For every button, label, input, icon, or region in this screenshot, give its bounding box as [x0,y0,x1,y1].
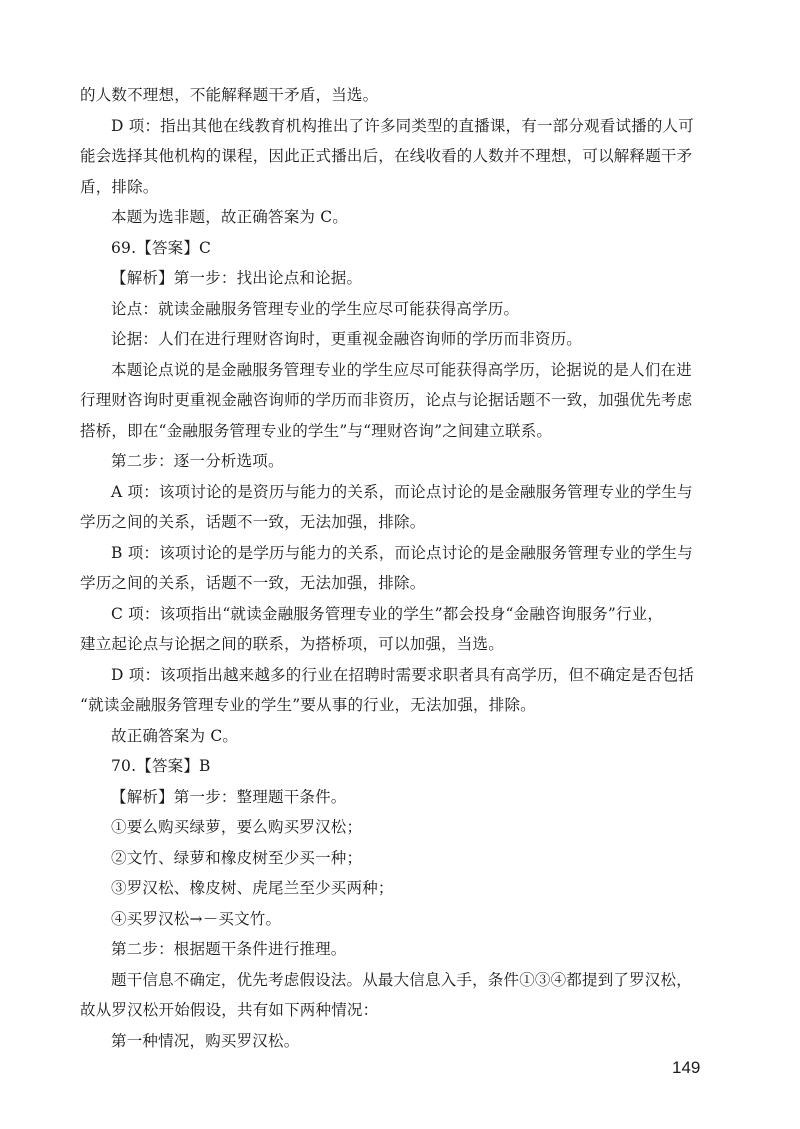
condition-line: ①要么购买绿萝，要么购买罗汉松； [111,818,363,836]
text-line: 题干信息不确定，优先考虑假设法。从最大信息入手，条件①③④都提到了罗汉松， [111,970,692,989]
condition-line: ②文竹、绿萝和橡皮树至少买一种； [111,848,363,867]
text-line: 故从罗汉松开始假设，共有如下两种情况： [80,1001,379,1019]
text-line: C 项：该项指出“就读金融服务管理专业的学生”都会投身“金融咨询服务”行业， [111,604,664,623]
text-line: B 项：该项讨论的是学历与能力的关系，而论点讨论的是金融服务管理专业的学生与 [111,543,693,562]
text-line: 第一种情况，购买罗汉松。 [111,1031,300,1050]
text-line: 建立起论点与论据之间的联系，为搭桥项，可以加强，当选。 [80,635,504,653]
text-line: 第二步：根据题干条件进行推理。 [111,940,347,958]
condition-line: ③罗汉松、橡皮树、虎尾兰至少买两种； [111,879,394,897]
answer-heading-69: 69.【答案】C [111,238,212,257]
text-line: “就读金融服务管理专业的学生”要从事的行业，无法加强，排除。 [80,696,536,714]
text-line: D 项：指出其他在线教育机构推出了许多同类型的直播课，有一部分观看试播的人可 [111,116,694,135]
text-line: 【解析】第一步：整理题干条件。 [111,787,347,806]
text-line: 第二步：逐一分析选项。 [111,452,284,470]
text-line: 故正确答案为 C。 [111,726,239,745]
text-line: 本题论点说的是金融服务管理专业的学生应尽可能获得高学历，论据说的是人们在进 [111,360,692,379]
text-line: 搭桥，即在“金融服务管理专业的学生”与“理财咨询”之间建立联系。 [80,421,553,440]
text-line: 学历之间的关系，话题不一致，无法加强，排除。 [80,513,426,531]
text-line: 行理财咨询时更重视金融咨询师的学历而非资历，论点与论据话题不一致，加强优先考虑 [80,391,693,409]
text-line: A 项：该项讨论的是资历与能力的关系，而论点讨论的是金融服务管理专业的学生与 [111,482,693,501]
text-line: 论点：就读金融服务管理专业的学生应尽可能获得高学历。 [111,299,520,318]
text-line: 的人数不理想，不能解释题干矛盾，当选。 [80,86,379,104]
text-line: 盾，排除。 [80,177,159,196]
document-body [80,80,710,1056]
answer-heading-70: 70.【答案】B [111,757,211,775]
condition-line: ④买罗汉松→－买文竹。 [111,909,282,928]
text-line: 能会选择其他机构的课程，因此正式播出后，在线收看的人数并不理想，可以解释题干矛 [80,147,693,165]
text-line: D 项：该项指出越来越多的行业在招聘时需要求职者具有高学历，但不确定是否包括 [111,665,694,684]
text-line: 学历之间的关系，话题不一致，无法加强，排除。 [80,574,426,592]
text-line: 本题为选非题，故正确答案为 C。 [111,208,348,226]
text-line: 【解析】第一步：找出论点和论据。 [111,269,363,287]
text-line: 论据：人们在进行理财咨询时，更重视金融咨询师的学历而非资历。 [111,330,583,348]
page-number: 149 [672,1058,701,1077]
